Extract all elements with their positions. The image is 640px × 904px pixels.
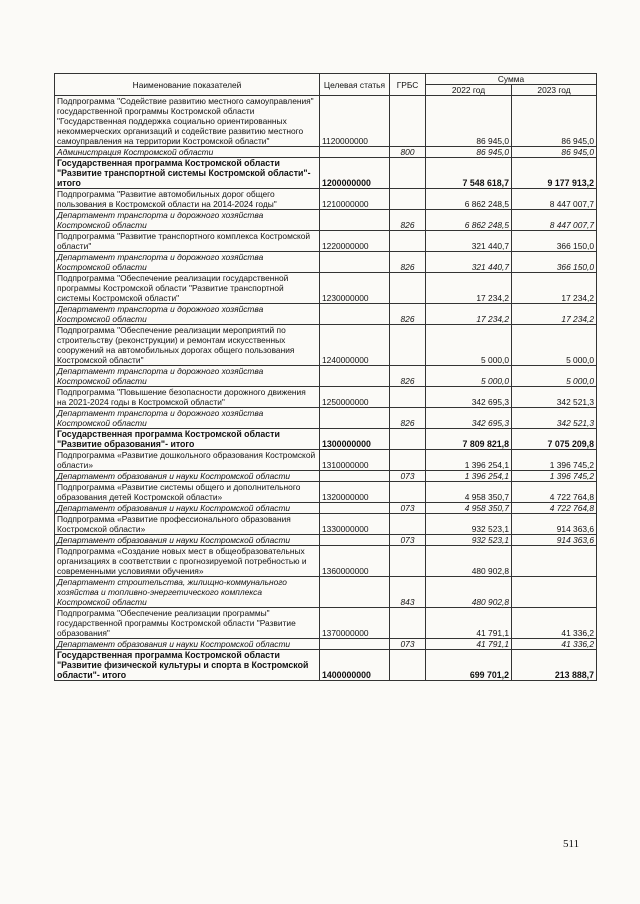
row-sum-2022: 1 396 254,1 bbox=[426, 471, 512, 482]
row-name: Подпрограмма "Содействие развитию местного самоуправления" государственной программы Костромской области "Государственная поддержка социально ориентированных некоммерческих организаций и содействие развитию местного самоуправления на территории Костромской области" bbox=[55, 96, 320, 147]
row-sum-2022: 480 902,8 bbox=[426, 546, 512, 577]
row-sum-2022: 17 234,2 bbox=[426, 304, 512, 325]
row-grbs bbox=[390, 650, 426, 681]
row-sum-2022: 4 958 350,7 bbox=[426, 482, 512, 503]
row-code bbox=[320, 304, 390, 325]
row-sum-2022: 932 523,1 bbox=[426, 535, 512, 546]
row-name: Департамент транспорта и дорожного хозяйства Костромской области bbox=[55, 408, 320, 429]
row-grbs: 800 bbox=[390, 147, 426, 158]
row-grbs: 073 bbox=[390, 535, 426, 546]
row-sum-2023: 8 447 007,7 bbox=[512, 210, 597, 231]
row-sum-2023: 41 336,2 bbox=[512, 608, 597, 639]
department-row bbox=[55, 252, 597, 273]
header-grbs: ГРБС bbox=[390, 74, 426, 96]
row-sum-2023: 914 363,6 bbox=[512, 535, 597, 546]
row-sum-2022: 6 862 248,5 bbox=[426, 210, 512, 231]
row-code bbox=[320, 147, 390, 158]
row-code bbox=[320, 210, 390, 231]
row-code: 1310000000 bbox=[320, 450, 390, 471]
budget-table bbox=[54, 73, 597, 681]
row-sum-2023 bbox=[512, 577, 597, 608]
program-total-row bbox=[55, 650, 597, 681]
department-row bbox=[55, 408, 597, 429]
subprogram-row bbox=[55, 514, 597, 535]
row-grbs bbox=[390, 189, 426, 210]
row-name: Подпрограмма «Развитие дошкольного образования Костромской области» bbox=[55, 450, 320, 471]
row-sum-2022: 17 234,2 bbox=[426, 273, 512, 304]
row-grbs: 073 bbox=[390, 503, 426, 514]
subprogram-row bbox=[55, 273, 597, 304]
row-sum-2022: 699 701,2 bbox=[426, 650, 512, 681]
row-grbs bbox=[390, 608, 426, 639]
row-sum-2023: 7 075 209,8 bbox=[512, 429, 597, 450]
header-sum: Сумма bbox=[426, 74, 597, 85]
subprogram-row bbox=[55, 231, 597, 252]
row-grbs bbox=[390, 158, 426, 189]
department-row bbox=[55, 577, 597, 608]
row-sum-2022: 41 791,1 bbox=[426, 608, 512, 639]
row-sum-2022: 5 000,0 bbox=[426, 325, 512, 366]
row-name: Подпрограмма «Создание новых мест в общеобразовательных организациях в соответствии с прогнозируемой потребностью и современными условиями обучения» bbox=[55, 546, 320, 577]
row-grbs bbox=[390, 514, 426, 535]
row-sum-2022: 321 440,7 bbox=[426, 252, 512, 273]
department-row bbox=[55, 304, 597, 325]
row-code: 1250000000 bbox=[320, 387, 390, 408]
row-code bbox=[320, 366, 390, 387]
subprogram-row bbox=[55, 546, 597, 577]
row-code bbox=[320, 639, 390, 650]
row-name: Подпрограмма "Обеспечение реализации программы" государственной программы Костромской области "Развитие образования" bbox=[55, 608, 320, 639]
row-grbs: 073 bbox=[390, 471, 426, 482]
row-name: Департамент образования и науки Костромской области bbox=[55, 503, 320, 514]
row-sum-2022: 5 000,0 bbox=[426, 366, 512, 387]
row-sum-2023: 914 363,6 bbox=[512, 514, 597, 535]
table-body bbox=[55, 96, 597, 681]
row-sum-2023: 9 177 913,2 bbox=[512, 158, 597, 189]
row-sum-2022: 41 791,1 bbox=[426, 639, 512, 650]
row-sum-2023: 41 336,2 bbox=[512, 639, 597, 650]
row-name: Департамент транспорта и дорожного хозяйства Костромской области bbox=[55, 304, 320, 325]
row-code: 1370000000 bbox=[320, 608, 390, 639]
subprogram-row bbox=[55, 189, 597, 210]
header-2023: 2023 год bbox=[512, 85, 597, 96]
department-row bbox=[55, 366, 597, 387]
row-sum-2023: 4 722 764,8 bbox=[512, 503, 597, 514]
row-grbs: 826 bbox=[390, 210, 426, 231]
row-sum-2022: 342 695,3 bbox=[426, 408, 512, 429]
row-sum-2022: 480 902,8 bbox=[426, 577, 512, 608]
row-sum-2022: 4 958 350,7 bbox=[426, 503, 512, 514]
row-sum-2022: 7 548 618,7 bbox=[426, 158, 512, 189]
row-grbs bbox=[390, 387, 426, 408]
row-sum-2023: 17 234,2 bbox=[512, 273, 597, 304]
row-sum-2023: 366 150,0 bbox=[512, 252, 597, 273]
table-header bbox=[55, 74, 597, 96]
department-row bbox=[55, 535, 597, 546]
row-sum-2023: 8 447 007,7 bbox=[512, 189, 597, 210]
program-total-row bbox=[55, 158, 597, 189]
row-name: Государственная программа Костромской области "Развитие образования"- итого bbox=[55, 429, 320, 450]
row-name: Департамент транспорта и дорожного хозяйства Костромской области bbox=[55, 252, 320, 273]
row-code: 1300000000 bbox=[320, 429, 390, 450]
row-grbs bbox=[390, 429, 426, 450]
row-code: 1400000000 bbox=[320, 650, 390, 681]
subprogram-row bbox=[55, 325, 597, 366]
row-sum-2023: 1 396 745,2 bbox=[512, 471, 597, 482]
row-code: 1360000000 bbox=[320, 546, 390, 577]
row-sum-2022: 86 945,0 bbox=[426, 147, 512, 158]
row-code bbox=[320, 535, 390, 546]
row-name: Департамент транспорта и дорожного хозяйства Костромской области bbox=[55, 210, 320, 231]
row-grbs: 826 bbox=[390, 304, 426, 325]
row-name: Подпрограмма "Повышение безопасности дорожного движения на 2021-2024 годы в Костромской области" bbox=[55, 387, 320, 408]
row-sum-2022: 86 945,0 bbox=[426, 96, 512, 147]
row-grbs bbox=[390, 273, 426, 304]
row-grbs bbox=[390, 546, 426, 577]
row-name: Подпрограмма "Развитие транспортного комплекса Костромской области" bbox=[55, 231, 320, 252]
row-code: 1220000000 bbox=[320, 231, 390, 252]
row-name: Подпрограмма «Развитие профессионального образования Костромской области» bbox=[55, 514, 320, 535]
subprogram-row bbox=[55, 608, 597, 639]
row-name: Подпрограмма "Обеспечение реализации мероприятий по строительству (реконструкции) и ремонтам искусственных сооружений на автомобильных дорогах общего пользования Костромской области" bbox=[55, 325, 320, 366]
row-name: Подпрограмма "Развитие автомобильных дорог общего пользования в Костромской области на 2014-2024 годы" bbox=[55, 189, 320, 210]
row-name: Департамент образования и науки Костромской области bbox=[55, 535, 320, 546]
row-sum-2023 bbox=[512, 546, 597, 577]
row-name: Государственная программа Костромской области "Развитие транспортной системы Костромской области"- итого bbox=[55, 158, 320, 189]
subprogram-row bbox=[55, 96, 597, 147]
row-sum-2022: 1 396 254,1 bbox=[426, 450, 512, 471]
row-sum-2023: 5 000,0 bbox=[512, 366, 597, 387]
row-sum-2023: 1 396 745,2 bbox=[512, 450, 597, 471]
row-name: Администрация Костромской области bbox=[55, 147, 320, 158]
row-name: Государственная программа Костромской области "Развитие физической культуры и спорта в Костромской области"- итого bbox=[55, 650, 320, 681]
row-sum-2023: 342 521,3 bbox=[512, 408, 597, 429]
row-code: 1210000000 bbox=[320, 189, 390, 210]
row-sum-2023: 213 888,7 bbox=[512, 650, 597, 681]
row-grbs: 843 bbox=[390, 577, 426, 608]
row-code bbox=[320, 577, 390, 608]
row-name: Департамент транспорта и дорожного хозяйства Костромской области bbox=[55, 366, 320, 387]
row-code: 1240000000 bbox=[320, 325, 390, 366]
row-name: Подпрограмма "Обеспечение реализации государственной программы Костромской области "Развитие транспортной системы Костромской области" bbox=[55, 273, 320, 304]
department-row bbox=[55, 147, 597, 158]
subprogram-row bbox=[55, 387, 597, 408]
page-number: 511 bbox=[563, 838, 580, 850]
row-sum-2023: 86 945,0 bbox=[512, 147, 597, 158]
row-name: Департамент образования и науки Костромской области bbox=[55, 639, 320, 650]
row-grbs bbox=[390, 96, 426, 147]
row-sum-2023: 5 000,0 bbox=[512, 325, 597, 366]
subprogram-row bbox=[55, 450, 597, 471]
department-row bbox=[55, 639, 597, 650]
row-name: Департамент строительства, жилищно-коммунального хозяйства и топливно-энергетического комплекса Костромской области bbox=[55, 577, 320, 608]
department-row bbox=[55, 210, 597, 231]
row-sum-2022: 321 440,7 bbox=[426, 231, 512, 252]
row-grbs bbox=[390, 482, 426, 503]
program-total-row bbox=[55, 429, 597, 450]
row-sum-2023: 366 150,0 bbox=[512, 231, 597, 252]
header-name: Наименование показателей bbox=[55, 74, 320, 96]
header-code: Целевая статья bbox=[320, 74, 390, 96]
header-2022: 2022 год bbox=[426, 85, 512, 96]
row-code bbox=[320, 252, 390, 273]
row-code: 1120000000 bbox=[320, 96, 390, 147]
row-code bbox=[320, 408, 390, 429]
row-name: Подпрограмма «Развитие системы общего и дополнительного образования детей Костромской области» bbox=[55, 482, 320, 503]
row-grbs: 826 bbox=[390, 366, 426, 387]
row-grbs bbox=[390, 231, 426, 252]
row-sum-2023: 4 722 764,8 bbox=[512, 482, 597, 503]
row-sum-2022: 7 809 821,8 bbox=[426, 429, 512, 450]
row-sum-2023: 342 521,3 bbox=[512, 387, 597, 408]
row-grbs: 073 bbox=[390, 639, 426, 650]
row-name: Департамент образования и науки Костромской области bbox=[55, 471, 320, 482]
row-code: 1330000000 bbox=[320, 514, 390, 535]
row-code: 1230000000 bbox=[320, 273, 390, 304]
department-row bbox=[55, 471, 597, 482]
row-sum-2022: 932 523,1 bbox=[426, 514, 512, 535]
row-sum-2023: 86 945,0 bbox=[512, 96, 597, 147]
row-sum-2023: 17 234,2 bbox=[512, 304, 597, 325]
row-code bbox=[320, 503, 390, 514]
row-sum-2022: 342 695,3 bbox=[426, 387, 512, 408]
subprogram-row bbox=[55, 482, 597, 503]
row-grbs: 826 bbox=[390, 252, 426, 273]
row-grbs bbox=[390, 450, 426, 471]
row-grbs bbox=[390, 325, 426, 366]
row-code bbox=[320, 471, 390, 482]
department-row bbox=[55, 503, 597, 514]
row-sum-2022: 6 862 248,5 bbox=[426, 189, 512, 210]
row-code: 1320000000 bbox=[320, 482, 390, 503]
row-grbs: 826 bbox=[390, 408, 426, 429]
row-code: 1200000000 bbox=[320, 158, 390, 189]
